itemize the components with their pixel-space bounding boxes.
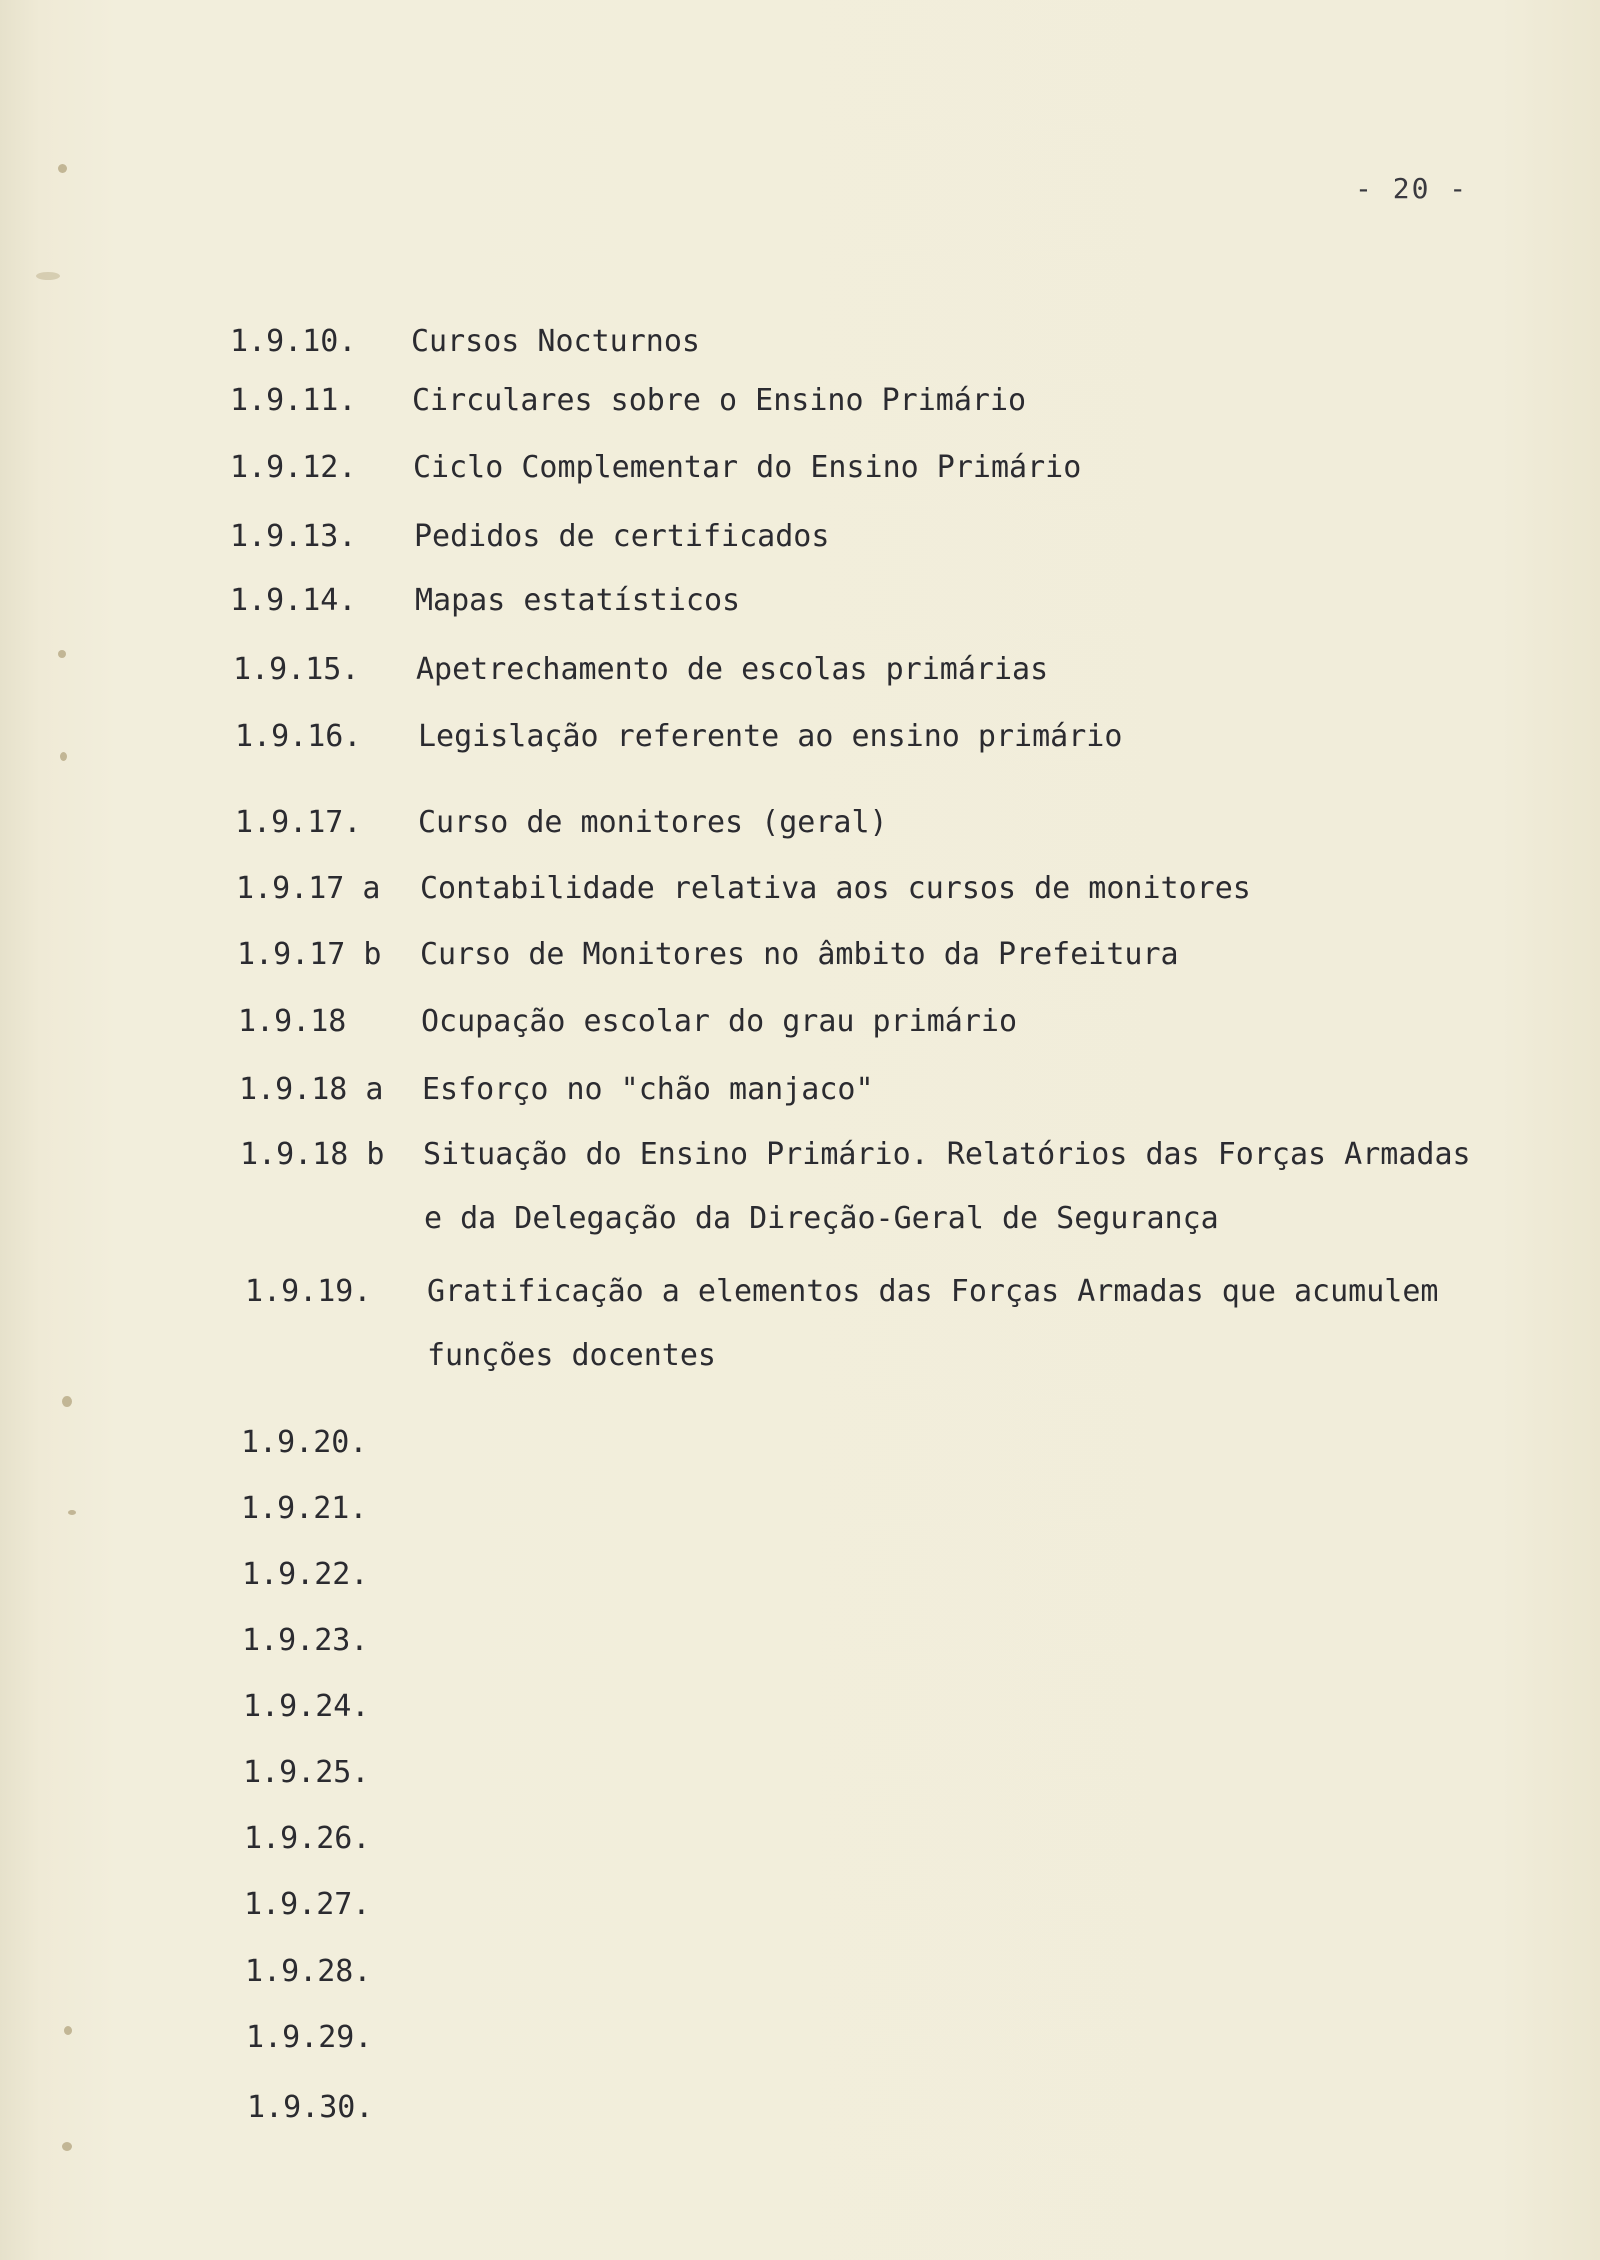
- item-number: 1.9.18: [238, 1004, 347, 1039]
- item-number: 1.9.24.: [243, 1689, 370, 1724]
- item-title-continued: e da Delegação da Direção-Geral de Segurança: [424, 1201, 1219, 1236]
- item-title: Contabilidade relativa aos cursos de monitores: [420, 871, 1251, 906]
- item-number: 1.9.30.: [247, 2090, 374, 2125]
- item-title: Curso de monitores (geral): [418, 805, 888, 840]
- item-number: 1.9.22.: [242, 1557, 369, 1592]
- item-title: Circulares sobre o Ensino Primário: [412, 383, 1027, 418]
- paper-speck: [64, 2026, 72, 2035]
- paper-speck: [36, 272, 60, 280]
- item-number: 1.9.21.: [241, 1491, 368, 1526]
- item-number: 1.9.18 b: [240, 1137, 385, 1172]
- item-title: Esforço no "chão manjaco": [422, 1072, 874, 1107]
- item-number: 1.9.12.: [230, 450, 357, 485]
- item-title: Pedidos de certificados: [414, 519, 830, 554]
- paper-speck: [68, 1510, 76, 1515]
- item-number: 1.9.17.: [235, 805, 362, 840]
- item-number: 1.9.27.: [244, 1887, 371, 1922]
- item-title: Curso de Monitores no âmbito da Prefeitura: [420, 937, 1179, 972]
- item-number: 1.9.18 a: [239, 1072, 384, 1107]
- item-title: Mapas estatísticos: [415, 583, 741, 618]
- item-number: 1.9.23.: [242, 1623, 369, 1658]
- item-number: 1.9.25.: [243, 1755, 370, 1790]
- item-title: Cursos Nocturnos: [411, 324, 700, 359]
- item-title: Apetrechamento de escolas primárias: [416, 652, 1049, 687]
- item-title: Ocupação escolar do grau primário: [421, 1004, 1018, 1039]
- item-number: 1.9.20.: [241, 1425, 368, 1460]
- item-number: 1.9.26.: [244, 1821, 371, 1856]
- item-number: 1.9.17 a: [236, 871, 381, 906]
- paper-speck: [62, 2142, 72, 2151]
- item-number: 1.9.11.: [230, 383, 357, 418]
- item-number: 1.9.17 b: [237, 937, 382, 972]
- item-title-continued: funções docentes: [427, 1338, 716, 1373]
- item-number: 1.9.29.: [246, 2020, 373, 2055]
- page-number: - 20 -: [1355, 172, 1469, 205]
- item-title: Ciclo Complementar do Ensino Primário: [413, 450, 1082, 485]
- paper-speck: [58, 164, 67, 173]
- item-number: 1.9.19.: [245, 1274, 372, 1309]
- item-number: 1.9.15.: [233, 652, 360, 687]
- item-number: 1.9.16.: [235, 719, 362, 754]
- item-number: 1.9.13.: [230, 519, 357, 554]
- paper-speck: [60, 752, 67, 761]
- item-title: Legislação referente ao ensino primário: [418, 719, 1123, 754]
- item-title: Situação do Ensino Primário. Relatórios das Forças Armadas: [423, 1137, 1471, 1172]
- paper-speck: [58, 650, 66, 658]
- item-title: Gratificação a elementos das Forças Armadas que acumulem: [427, 1274, 1439, 1309]
- item-number: 1.9.14.: [230, 583, 357, 618]
- item-number: 1.9.10.: [230, 324, 357, 359]
- paper-speck: [62, 1396, 72, 1407]
- item-number: 1.9.28.: [245, 1954, 372, 1989]
